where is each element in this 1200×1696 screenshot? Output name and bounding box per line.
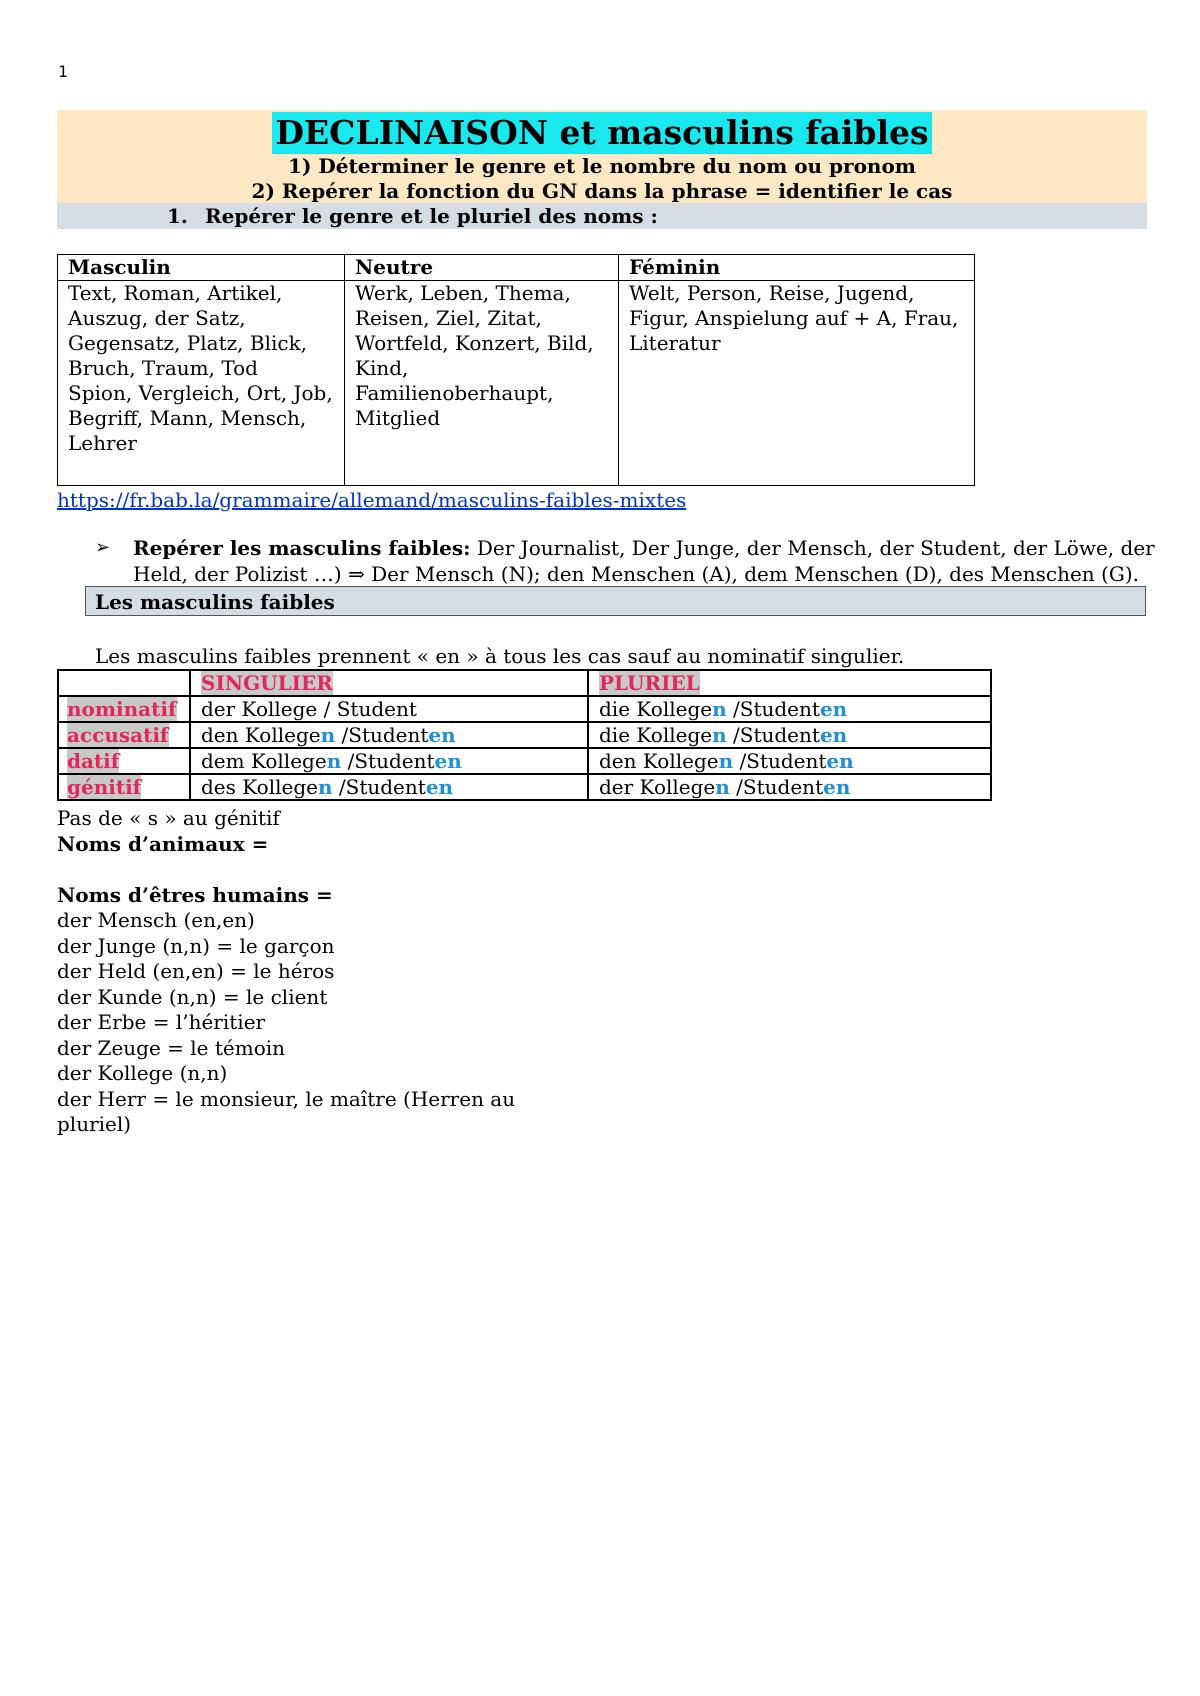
cell-neutre [345,281,619,486]
note-pas-de-s: Pas de « s » au génitif [57,806,280,830]
case-genitif: génitif [58,774,190,800]
table-row [58,696,991,722]
header-neutre: Neutre [345,255,619,281]
list-item: der Zeuge = le témoin [57,1035,286,1060]
line: Bruch, Traum, Tod [68,356,258,380]
nominatif-singulier: der Kollege / Student [190,696,588,722]
cell-masculin [58,281,345,486]
line: Figur, Anspielung auf + A, Frau, [629,306,959,330]
title-block [57,110,1147,204]
list-item: der Herr = le monsieur, le maître (Herren au [57,1086,516,1111]
line: Auszug, der Satz, [68,306,246,330]
accusatif-singulier: den Kollegen /Studenten [190,722,588,748]
line: Literatur [629,331,721,355]
line: Begriff, Mann, Mensch, [68,406,307,430]
list-item: der Erbe = l’héritier [57,1010,266,1034]
line: Kind, [355,356,409,380]
arrow-bullet-icon: ➢ [95,537,111,558]
case-accusatif: accusatif [58,722,190,748]
header-feminin: Féminin [619,255,975,281]
line: Werk, Leben, Thema, [355,281,571,305]
table-row [58,748,991,774]
line: Familienoberhaupt, [355,381,554,405]
section-number: 1. [167,204,188,228]
case-nominatif: nominatif [58,696,190,722]
line: Reisen, Ziel, Zitat, [355,306,542,330]
list-item: der Held (en,en) = le héros [57,959,335,983]
bab-la-link[interactable]: https://fr.bab.la/grammaire/allemand/masculins-faibles-mixtes [57,488,687,512]
section-heading-2: Les masculins faibles [85,586,1146,616]
genres-table [57,254,975,486]
case-datif: datif [58,748,190,774]
genitif-singulier: des Kollegen /Studenten [190,774,588,800]
page-title: DECLINAISON et masculins faibles [272,112,931,154]
header-singulier: SINGULIER [190,670,588,696]
list-item: der Junge (n,n) = le garçon [57,933,335,958]
line: Mitglied [355,406,441,430]
note-animaux: Noms d’animaux = [57,831,269,856]
line: Text, Roman, Artikel, [68,281,283,305]
cell-feminin [619,281,975,486]
datif-singulier: dem Kollegen /Studenten [190,748,588,774]
line: Wortfeld, Konzert, Bild, [355,331,594,355]
list-item: der Mensch (en,en) [57,908,255,932]
table-row [58,722,991,748]
list-item: pluriel) [57,1112,132,1136]
table-row [58,774,991,800]
section-heading-1 [57,203,1147,229]
bullet-line1: Der Journalist, Der Junge, der Mensch, der Student, der Löwe, der [470,536,1155,560]
page-number: 1 [58,62,68,81]
section-text: Repérer le genre et le pluriel des noms : [205,204,658,228]
genitif-pluriel: der Kollegen /Studenten [588,774,991,800]
notes [57,806,515,1138]
list-item: der Kollege (n,n) [57,1061,228,1085]
bullet-bold: Repérer les masculins faibles: [133,536,471,560]
header-pluriel: PLURIEL [588,670,991,696]
header-masculin: Masculin [58,255,345,281]
datif-pluriel: den Kollegen /Studenten [588,748,991,774]
line: Welt, Person, Reise, Jugend, [629,281,915,305]
nominatif-pluriel: die Kollegen /Studenten [588,696,991,722]
line: Spion, Vergleich, Ort, Job, [68,381,333,405]
accusatif-pluriel: die Kollegen /Studenten [588,722,991,748]
note-humains: Noms d’êtres humains = [57,882,333,907]
subtitle-1: 1) Déterminer le genre et le nombre du nom ou pronom [288,154,916,178]
list-item: der Kunde (n,n) = le client [57,984,328,1009]
line: Gegensatz, Platz, Blick, [68,331,308,355]
line: Lehrer [68,431,137,455]
subtitle-2: 2) Repérer la fonction du GN dans la phrase = identifier le cas [251,179,953,203]
rule-text: Les masculins faibles prennent « en » à tous les cas sauf au nominatif singulier. [95,644,905,668]
corner-cell [58,670,190,696]
declension-table [57,669,992,801]
bullet-masculins-faibles [95,535,1155,587]
bullet-line2: Held, der Polizist …) ⇒ Der Mensch (N); den Menschen (A), dem Menschen (D), des Menschen (G). [133,562,1139,586]
